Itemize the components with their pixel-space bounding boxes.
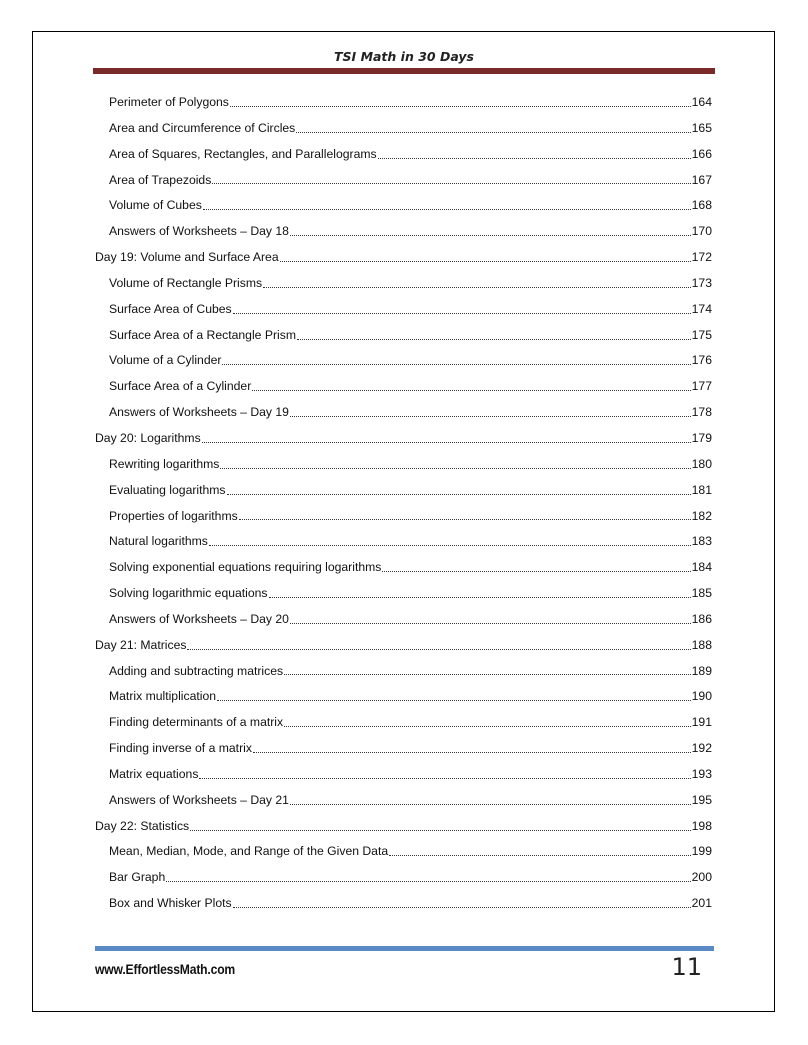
toc-section-entry[interactable] [95,736,712,762]
toc-leader-dots [378,158,691,159]
toc-leader-dots [202,442,691,443]
toc-leader-dots [187,649,690,650]
toc-leader-dots [222,364,690,365]
toc-entry-title: Matrix equations [109,766,199,781]
toc-leader-dots [203,209,691,210]
toc-entry-page: 167 [691,172,712,187]
toc-entry-page: 179 [691,430,712,445]
toc-entry-page: 195 [691,792,712,807]
toc-entry-page: 193 [691,766,712,781]
toc-leader-dots [296,132,690,133]
toc-leader-dots [297,339,691,340]
toc-leader-dots [233,313,691,314]
toc-section-entry[interactable] [95,374,712,400]
toc-leader-dots [290,235,691,236]
toc-section-entry[interactable] [95,90,712,116]
toc-entry-page: 164 [691,95,712,109]
toc-entry-title: Solving logarithmic equations [109,586,268,601]
toc-leader-dots [253,752,691,753]
toc-section-entry[interactable] [95,168,712,194]
toc-entry-title: Mean, Median, Mode, and Range of the Given Data [109,844,389,859]
toc-entry-title: Answers of Worksheets – Day 21 [109,792,289,807]
toc-section-entry[interactable] [95,684,712,710]
toc-entry-title: Matrix multiplication [109,689,217,704]
toc-section-entry[interactable] [95,762,712,788]
toc-section-entry[interactable] [95,193,712,219]
toc-entry-title: Solving exponential equations requiring logarithms [109,560,382,575]
toc-entry-title: Finding determinants of a matrix [109,715,284,730]
toc-section-entry[interactable] [95,323,712,349]
toc-entry-page: 199 [691,844,712,859]
toc-section-entry[interactable] [95,452,712,478]
toc-section-entry[interactable] [95,607,712,633]
toc-entry-page: 201 [691,896,712,911]
toc-entry-title: Area of Squares, Rectangles, and Parallelograms [109,146,377,161]
toc-section-entry[interactable] [95,142,712,168]
toc-chapter-entry[interactable] [95,426,712,452]
toc-entry-title: Area of Trapezoids [109,172,212,187]
toc-leader-dots [190,830,691,831]
toc-leader-dots [269,597,691,598]
toc-leader-dots [227,494,691,495]
toc-entry-title: Surface Area of a Cylinder [109,379,252,394]
toc-entry-page: 178 [691,405,712,420]
toc-entry-title: Finding inverse of a matrix [109,741,252,756]
toc-leader-dots [239,519,691,520]
toc-entry-page: 176 [691,353,712,368]
toc-entry-page: 174 [691,301,712,316]
toc-section-entry[interactable] [95,659,712,685]
toc-entry-page: 168 [691,198,712,213]
toc-section-entry[interactable] [95,710,712,736]
toc-leader-dots [209,545,691,546]
toc-entry-page: 190 [691,689,712,704]
toc-leader-dots [382,571,690,572]
toc-section-entry[interactable] [95,581,712,607]
toc-entry-title: Day 20: Logarithms [95,430,201,445]
toc-entry-title: Surface Area of Cubes [109,301,232,316]
toc-entry-title: Area and Circumference of Circles [109,120,296,135]
toc-entry-title: Rewriting logarithms [109,456,220,471]
toc-entry-page: 184 [691,560,712,575]
toc-section-entry[interactable] [95,839,712,865]
toc-entry-page: 175 [691,327,712,342]
toc-entry-title: Perimeter of Polygons [109,95,229,109]
toc-entry-title: Answers of Worksheets – Day 20 [109,611,289,626]
toc-leader-dots [263,287,691,288]
toc-entry-title: Volume of Cubes [109,198,202,213]
toc-entry-page: 186 [691,611,712,626]
page-number: 11 [671,953,702,981]
toc-leader-dots [166,881,690,882]
toc-entry-page: 180 [691,456,712,471]
toc-entry-page: 173 [691,275,712,290]
toc-entry-title: Answers of Worksheets – Day 18 [109,224,289,239]
toc-leader-dots [230,106,691,107]
toc-leader-dots [199,778,690,779]
toc-entry-title: Day 19: Volume and Surface Area [95,250,279,265]
toc-leader-dots [284,674,691,675]
toc-leader-dots [217,700,691,701]
toc-leader-dots [252,390,690,391]
toc-entry-title: Adding and subtracting matrices [109,663,284,678]
toc-entry-page: 185 [691,586,712,601]
toc-entry-title: Volume of a Cylinder [109,353,222,368]
toc-entry-page: 170 [691,224,712,239]
toc-leader-dots [290,416,691,417]
toc-entry-title: Evaluating logarithms [109,482,226,497]
toc-leader-dots [284,726,691,727]
toc-entry-page: 188 [691,637,712,652]
toc-entry-page: 172 [691,250,712,265]
toc-entry-page: 189 [691,663,712,678]
toc-entry-page: 183 [691,534,712,549]
toc-section-entry[interactable] [95,478,712,504]
toc-entry-title: Properties of logarithms [109,508,238,523]
toc-section-entry[interactable] [95,529,712,555]
toc-section-entry[interactable] [95,348,712,374]
toc-entry-page: 191 [691,715,712,730]
toc-entry-page: 192 [691,741,712,756]
toc-entry-title: Answers of Worksheets – Day 19 [109,405,289,420]
toc-entry-title: Day 22: Statistics [95,818,190,833]
toc-leader-dots [280,261,691,262]
toc-leader-dots [233,907,691,908]
toc-section-entry[interactable] [95,555,712,581]
toc-leader-dots [212,183,690,184]
toc-entry-title: Natural logarithms [109,534,208,549]
toc-entry-page: 200 [691,870,712,885]
toc-section-entry[interactable] [95,865,712,891]
toc-section-entry[interactable] [95,297,712,323]
toc-section-entry[interactable] [95,219,712,245]
toc-leader-dots [290,804,691,805]
toc-chapter-entry[interactable] [95,245,712,271]
toc-chapter-entry[interactable] [95,633,712,659]
toc-entry-page: 166 [691,146,712,161]
toc-section-entry[interactable] [95,788,712,814]
table-of-contents [95,90,712,917]
header-rule [93,68,715,74]
toc-section-entry[interactable] [95,271,712,297]
running-header-title: TSI Math in 30 Days [334,49,474,64]
toc-entry-page: 182 [691,508,712,523]
toc-entry-title: Bar Graph [109,870,166,885]
toc-section-entry[interactable] [95,891,712,917]
toc-entry-title: Surface Area of a Rectangle Prism [109,327,296,342]
toc-chapter-entry[interactable] [95,814,712,840]
toc-entry-page: 177 [691,379,712,394]
toc-leader-dots [389,855,691,856]
toc-entry-page: 198 [691,818,712,833]
toc-section-entry[interactable] [95,116,712,142]
toc-entry-title: Day 21: Matrices [95,637,187,652]
toc-entry-title: Box and Whisker Plots [109,896,232,911]
toc-entry-page: 181 [691,482,712,497]
toc-entry-page: 165 [691,120,712,135]
toc-section-entry[interactable] [95,504,712,530]
toc-leader-dots [290,623,691,624]
footer-rule [95,946,714,951]
toc-leader-dots [220,468,690,469]
toc-entry-title: Volume of Rectangle Prisms [109,275,263,290]
toc-section-entry[interactable] [95,400,712,426]
footer-website[interactable]: www.EffortlessMath.com [95,962,236,977]
